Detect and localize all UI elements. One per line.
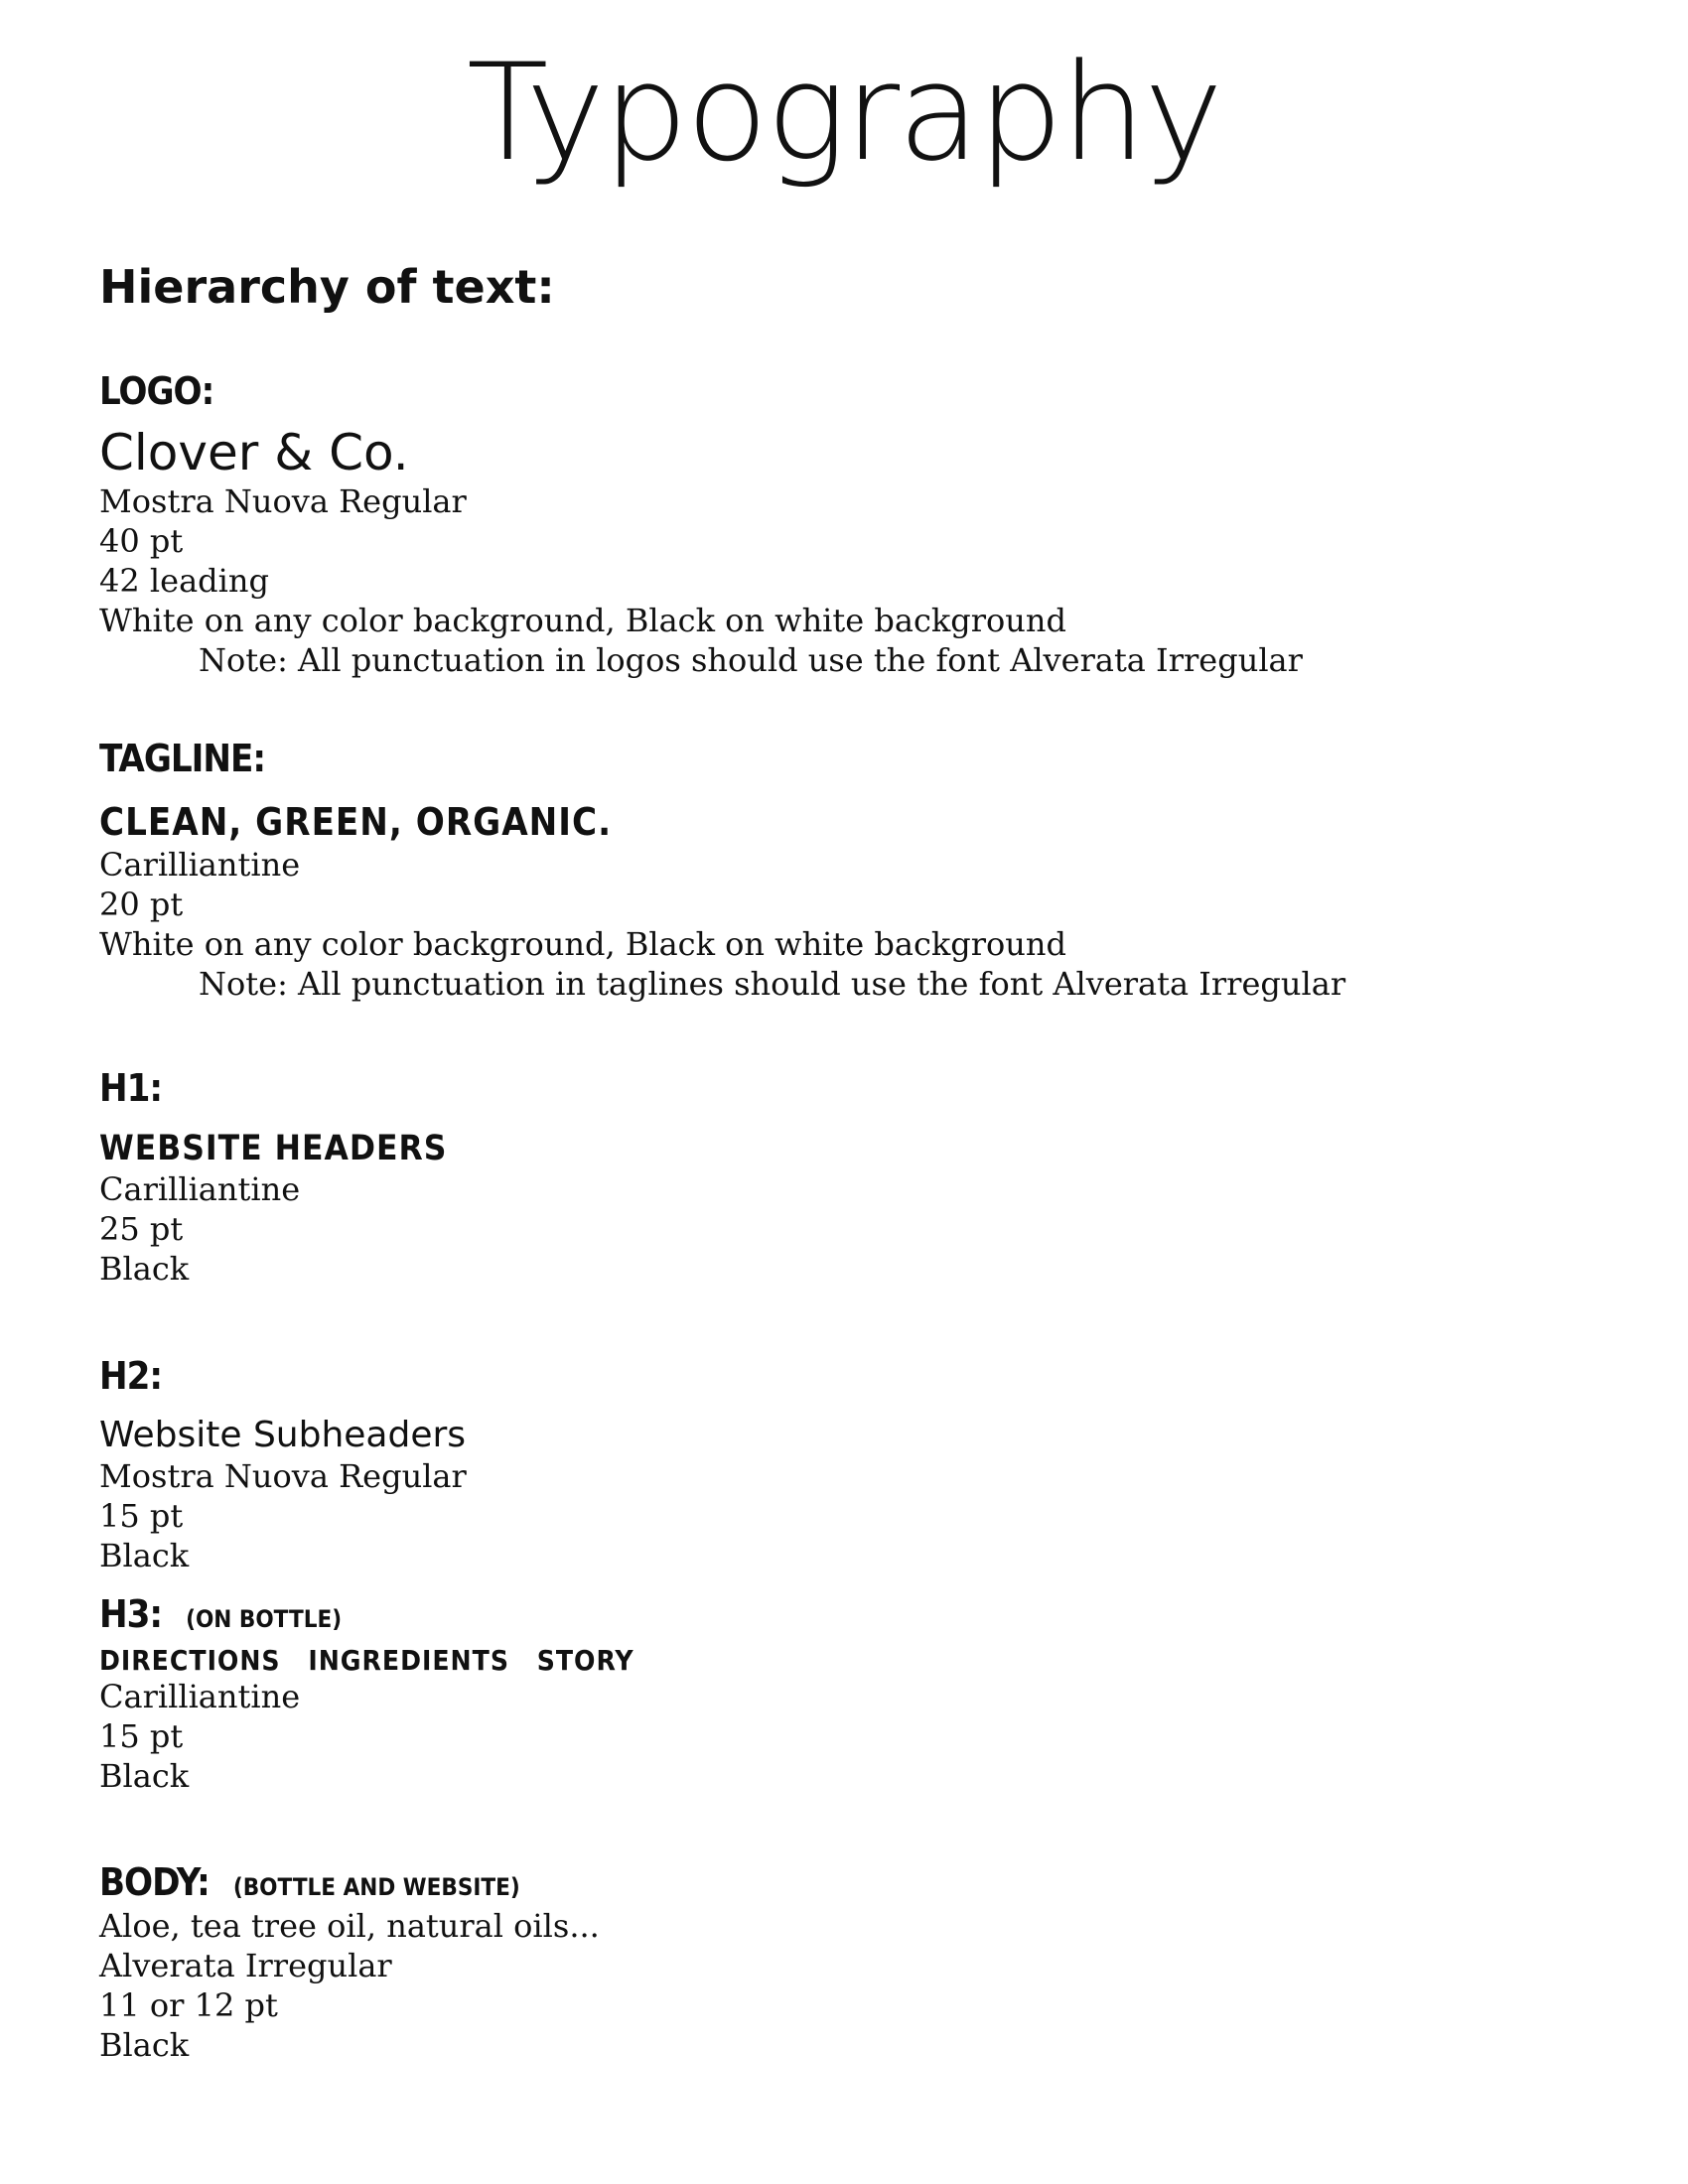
tagline-sample: CLEAN, GREEN, ORGANIC.: [99, 799, 613, 844]
logo-color: White on any color background, Black on white background: [99, 602, 1066, 640]
page-title: Typography: [466, 35, 1221, 191]
body-size: 11 or 12 pt: [99, 1985, 278, 2024]
h3-size: 15 pt: [99, 1717, 184, 1756]
logo-font: Mostra Nuova Regular: [99, 482, 467, 521]
logo-section: [99, 369, 1303, 680]
h3-color: Black: [99, 1757, 190, 1796]
h2-font: Mostra Nuova Regular: [99, 1456, 467, 1495]
h3-sample: DIRECTIONS INGREDIENTS STORY: [99, 1643, 634, 1677]
tagline-color: White on any color background, Black on white background: [99, 925, 1066, 964]
tagline-note: Note: All punctuation in taglines should use the font Alverata Irregular: [199, 965, 1346, 1004]
h1-size: 25 pt: [99, 1209, 184, 1248]
h3-label-row: [99, 1592, 634, 1638]
page-subtitle: Hierarchy of text:: [99, 260, 555, 314]
h2-color: Black: [99, 1536, 190, 1574]
h2-sample: Website Subheaders: [99, 1414, 467, 1455]
h1-color: Black: [99, 1249, 190, 1288]
logo-size: 40 pt: [99, 522, 184, 561]
logo-leading: 42 leading: [99, 562, 269, 601]
tagline-label: TAGLINE:: [99, 737, 266, 780]
body-aside: (BOTTLE AND WEBSITE): [232, 1873, 520, 1901]
body-sample: Aloe, tea tree oil, natural oils...: [99, 1906, 600, 1945]
tagline-size: 20 pt: [99, 886, 184, 924]
h2-section: [99, 1354, 467, 1575]
h2-label: H2:: [99, 1354, 163, 1398]
h3-section: [99, 1592, 634, 1796]
tagline-section: [99, 737, 1345, 1004]
body-font: Alverata Irregular: [99, 1946, 392, 1984]
logo-sample: Clover & Co.: [99, 423, 409, 481]
logo-note: Note: All punctuation in logos should use the font Alverata Irregular: [199, 641, 1303, 680]
h3-aside: (ON BOTTLE): [186, 1605, 343, 1633]
h1-label: H1:: [99, 1066, 163, 1110]
body-label: BODY:: [99, 1860, 210, 1904]
h3-label: H3:: [99, 1592, 163, 1636]
h1-sample: WEBSITE HEADERS: [99, 1128, 448, 1168]
body-label-row: [99, 1860, 600, 1906]
logo-label: LOGO:: [99, 369, 214, 413]
h2-size: 15 pt: [99, 1496, 184, 1535]
tagline-font: Carilliantine: [99, 846, 301, 885]
h3-font: Carilliantine: [99, 1678, 301, 1716]
h1-font: Carilliantine: [99, 1169, 301, 1208]
body-section: [99, 1860, 600, 2065]
body-color: Black: [99, 2025, 190, 2064]
h1-section: [99, 1066, 447, 1289]
